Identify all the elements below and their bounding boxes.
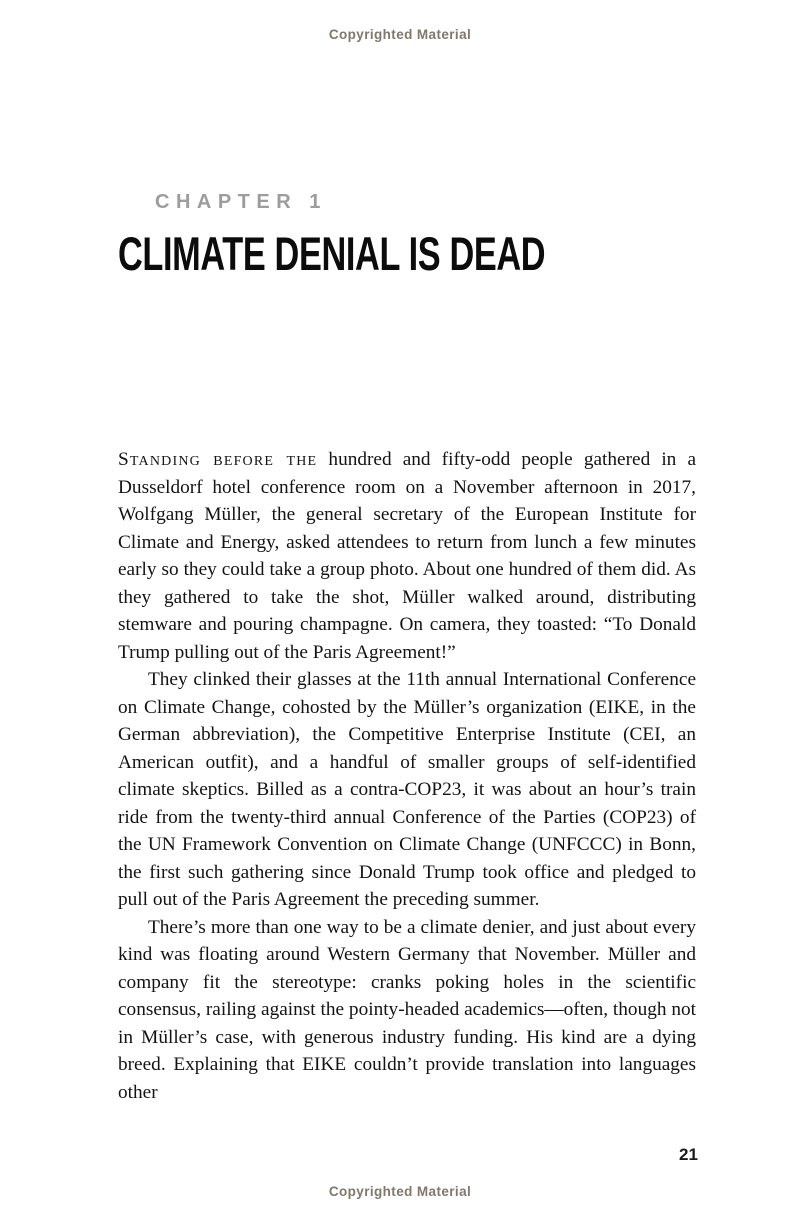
chapter-label: CHAPTER 1 — [155, 191, 327, 213]
body-text — [118, 446, 696, 1106]
paragraph-2: They clinked their glasses at the 11th annual International Conference on Climate Change, cohosted by the Müller’s organization (EIKE, in the German abbreviation), the Competitive Enterprise Institute (CEI, an American outfit), and a handful of smaller groups of self-identified climate skeptics. Billed as a contra-COP23, it was about an hour’s train ride from the twenty-third annual Conference of the Parties (COP23) of the UN Framework Convention on Climate Change (UNFCCC) in Bonn, the first such gathering since Donald Trump took office and pledged to pull out of the Paris Agreement the preceding summer. — [118, 669, 696, 910]
page-number: 21 — [679, 1145, 698, 1164]
paragraph-lead-in: Standing before the — [118, 449, 318, 470]
copyright-watermark-top: Copyrighted Material — [328, 27, 472, 42]
paragraph-1 — [118, 446, 696, 666]
copyright-watermark-bottom: Copyrighted Material — [328, 1184, 472, 1199]
paragraph-1-text: hundred and fifty-odd people gathered in a Dusseldorf hotel conference room on a November afternoon in 2017, Wolfgang Müller, the general secretary of the European Institute for Climate and Energy, asked attendees to return from lunch a few minutes early so they could take a group photo. About one hundred of them did. As they gathered to take the shot, Müller walked around, distributing stemware and pouring champagne. On camera, they toasted: “To Donald Trump pulling out of the Paris Agreement!” — [118, 449, 696, 663]
paragraph-3: There’s more than one way to be a climate denier, and just about every kind was floating around Western Germany that November. Müller and company fit the stereotype: cranks poking holes in the scientific consensus, railing against the pointy-headed academics—often, though not in Müller’s case, with generous industry funding. His kind are a dying breed. Explaining that EIKE couldn’t provide translation into languages other — [118, 916, 696, 1103]
chapter-title: CLIMATE DENIAL IS DEAD — [118, 227, 546, 280]
